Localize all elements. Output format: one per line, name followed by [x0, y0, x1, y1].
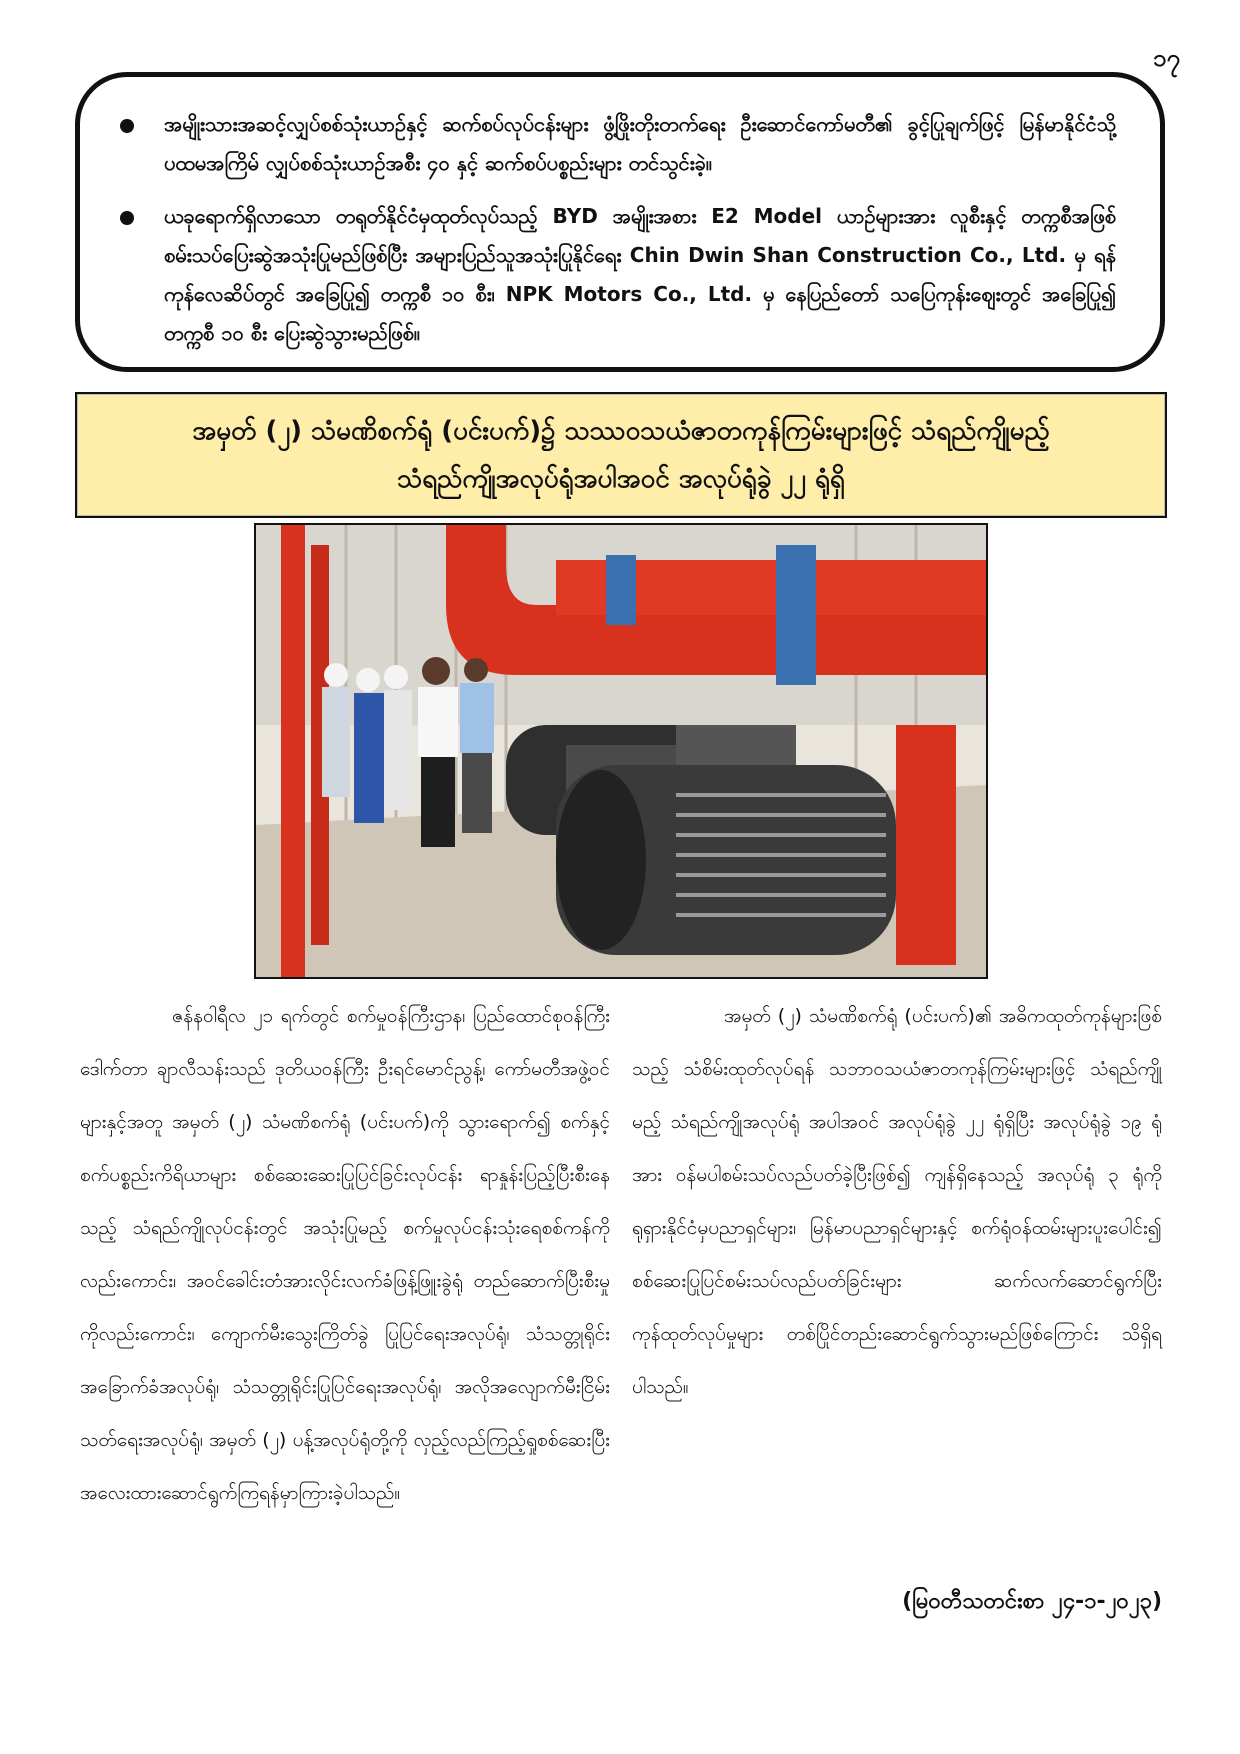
article-right-text: အမှတ် (၂) သံမဏိစက်ရုံ (ပင်းပက်)၏ အဓိကထုတ်ကုန်များဖြစ်သည့် သံစိမ်းထုတ်လုပ်ရန် သဘာဝသယံဇာတကုန်ကြမ်းများဖြင့် သံရည်ကျိုမည့် သံရည်ကျိုအလုပ်ရုံ အပါအဝင် အလုပ်ရုံခွဲ ၂၂ ရုံရှိပြီး အလုပ်ရုံခွဲ ၁၉ ရုံအား ဝန်မပါစမ်းသပ်လည်ပတ်ခဲ့ပြီးဖြစ်၍ ကျန်ရှိနေသည့် အလုပ်ရုံ ၃ ရုံကို ရုရှားနိုင်ငံမှပညာရှင်များ၊ မြန်မာပညာရှင်များနှင့် စက်ရုံဝန်ထမ်းများပူးပေါင်း၍ စစ်ဆေးပြုပြင်စမ်းသပ်လည်ပတ်ခြင်းများ ဆက်လက်ဆောင်ရွက်ပြီး ကုန်ထုတ်လုပ်မှုများ တစ်ပြိုင်တည်းဆောင်ရွက်သွားမည်ဖြစ်ကြောင်း သိရှိရပါသည်။ [632, 1005, 1162, 1398]
article-right-column [632, 990, 1162, 1414]
bullet-dot-icon [120, 119, 134, 133]
bullet-dot-icon [120, 211, 134, 225]
bullet-text: အမျိုးသားအဆင့်လျှပ်စစ်သုံးယာဉ်နှင့် ဆက်စပ်လုပ်ငန်းများ ဖွံ့ဖြိုးတိုးတက်ရေး ဦးဆောင်ကော်မတီ၏ ခွင့်ပြုချက်ဖြင့် မြန်မာနိုင်ငံသို့ ပထမအကြိမ် လျှပ်စစ်သုံးယာဉ်အစီး ၄၀ နှင့် ဆက်စပ်ပစ္စည်းများ တင်သွင်းခဲ့။ [164, 112, 1116, 175]
bullet-text: ယခုရောက်ရှိလာသော တရုတ်နိုင်ငံမှထုတ်လုပ်သည့် BYD အမျိုးအစား E2 Model ယာဉ်များအား လူစီးနှင့် တက္ကစီအဖြစ် စမ်းသပ်ပြေးဆွဲအသုံးပြုမည်ဖြစ်ပြီး အများပြည်သူအသုံးပြုနိုင်ရေး Chin Dwin Shan Construction Co., Ltd. မှ ရန်ကုန်လေဆိပ်တွင် အခြေပြု၍ တက္ကစီ ၁၀ စီး၊ NPK Motors Co., Ltd. မှ နေပြည်တော် သပြေကုန်းဈေးတွင် အခြေပြု၍ တက္ကစီ ၁၀ စီး ပြေးဆွဲသွားမည်ဖြစ်။ [164, 204, 1116, 345]
article-headline [75, 392, 1167, 518]
article-left-column [80, 990, 610, 1520]
headline-line-2: သံရည်ကျိုအလုပ်ရုံအပါအဝင် အလုပ်ရုံခွဲ ၂၂ ရုံရှိ [397, 464, 845, 494]
article-left-text: ဇန်နဝါရီလ ၂၁ ရက်တွင် စက်မှုဝန်ကြီးဌာန၊ ပြည်ထောင်စုဝန်ကြီး ဒေါက်တာ ချာလီသန်းသည် ဒုတိယဝန်ကြီး ဦးရင်မောင်ညွန့်၊ ကော်မတီအဖွဲ့ဝင်များနှင့်အတူ အမှတ် (၂) သံမဏိစက်ရုံ (ပင်းပက်)ကို သွားရောက်၍ စက်နှင့် စက်ပစ္စည်းကိရိယာများ စစ်ဆေးဆေးပြုပြင်ခြင်းလုပ်ငန်း ရာနှုန်းပြည့်ပြီးစီးနေသည့် သံရည်ကျိုလုပ်ငန်းတွင် အသုံးပြုမည့် စက်မှုလုပ်ငန်းသုံးရေစစ်ကန်ကိုလည်းကောင်း၊ အဝင်ခေါင်းတံအားလိုင်းလက်ခံဖြန့်ဖြူးခွဲရုံ တည်ဆောက်ပြီးစီးမှုကိုလည်းကောင်း၊ ကျောက်မီးသွေးကြိတ်ခွဲ ပြုပြင်ရေးအလုပ်ရုံ၊ သံသတ္တုရိုင်းအခြောက်ခံအလုပ်ရုံ၊ သံသတ္တုရိုင်းပြုပြင်ရေးအလုပ်ရုံ၊ အလိုအလျောက်မီးငြိမ်းသတ်ရေးအလုပ်ရုံ၊ အမှတ် (၂) ပန့်အလုပ်ရုံတို့ကို လှည့်လည်ကြည့်ရှုစစ်ဆေးပြီး အလေးထားဆောင်ရွက်ကြရန်မှာကြားခဲ့ပါသည်။ [80, 1005, 610, 1504]
page-number: ၁၇ [1153, 44, 1180, 72]
source-citation: (မြဝတီသတင်းစာ ၂၄-၁-၂၀၂၃) [902, 1589, 1162, 1614]
factory-inspection-photo [254, 523, 988, 979]
headline-line-1: အမှတ် (၂) သံမဏိစက်ရုံ (ပင်းပက်)၌ သဿဝသယံဇာတကုန်ကြမ်းများဖြင့် သံရည်ကျိုမည့် [192, 416, 1050, 446]
highlights-box [75, 72, 1165, 372]
bullet-item [120, 197, 1116, 353]
bullet-item [120, 105, 1116, 183]
